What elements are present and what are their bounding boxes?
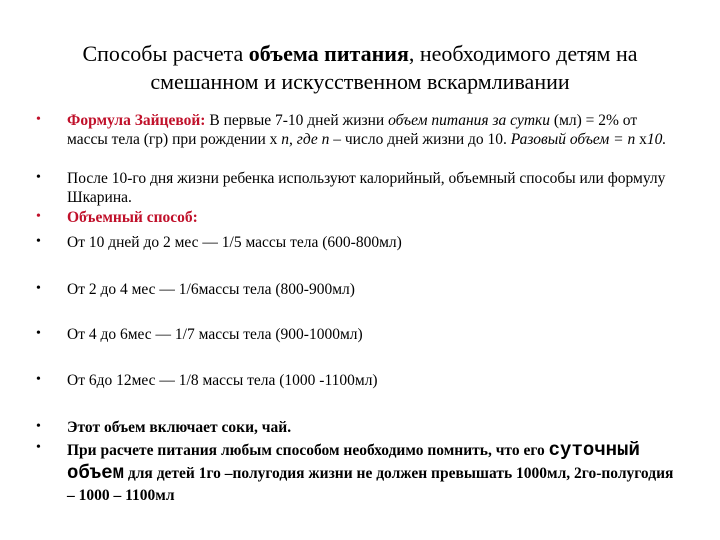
bullet-icon: • (36, 170, 41, 185)
bullet-icon: • (36, 372, 41, 387)
bullet-icon: • (36, 281, 41, 296)
title-part2: , необходимого детям на смешанном и искусственном вскармливании (150, 41, 638, 94)
text-italic-part: n, где n (281, 131, 330, 148)
bullet-icon: • (36, 419, 41, 434)
text-emphasis: суточный объем (67, 439, 640, 484)
item-text: От 6до 12мес — 1/8 массы тела (1000 -1100мл) (67, 372, 378, 389)
text-italic-part: Разовый объем = n (510, 131, 636, 148)
title-bold: объема питания (248, 41, 409, 66)
item-text: После 10-го дня жизни ребенка используют калорийный, объемный способы или формулу Шкарина. (67, 170, 666, 206)
text-part: При расчете питания любым способом необходимо помнить, что его (67, 442, 549, 459)
item-label: Формула Зайцевой: (67, 112, 206, 129)
item-text (67, 111, 679, 149)
bullet-icon: • (36, 112, 41, 127)
bullet-icon: • (36, 440, 41, 455)
item-text: От 10 дней до 2 мес — 1/5 массы тела (600-800мл) (67, 234, 402, 251)
title-part1: Способы расчета (82, 41, 249, 66)
bullet-icon: • (36, 209, 41, 224)
item-text (67, 439, 679, 507)
bullet-icon: • (36, 234, 41, 249)
text-part: В первые 7-10 дней жизни (205, 112, 389, 129)
item-text: От 2 до 4 мес — 1/6массы тела (800-900мл) (67, 281, 355, 298)
slide-title (40, 40, 680, 96)
bullet-icon: • (36, 326, 41, 341)
text-part: для детей 1го –полугодия жизни не должен превышать 1000мл, 2го-полугодия – 1000 – 1100мл (67, 465, 674, 504)
item-text: От 4 до 6мес — 1/7 массы тела (900-1000мл) (67, 326, 363, 343)
text-part: х (635, 131, 647, 148)
item-text: Объемный способ: (67, 209, 198, 226)
text-italic-part: объем питания за сутки (388, 112, 551, 129)
text-italic-part: 10. (646, 131, 667, 148)
item-text: Этот объем включает соки, чай. (67, 419, 292, 436)
text-part: (мл) = 2% от массы тела (гр) при рождении х (67, 112, 638, 148)
text-part: – число дней жизни до 10. (329, 131, 511, 148)
